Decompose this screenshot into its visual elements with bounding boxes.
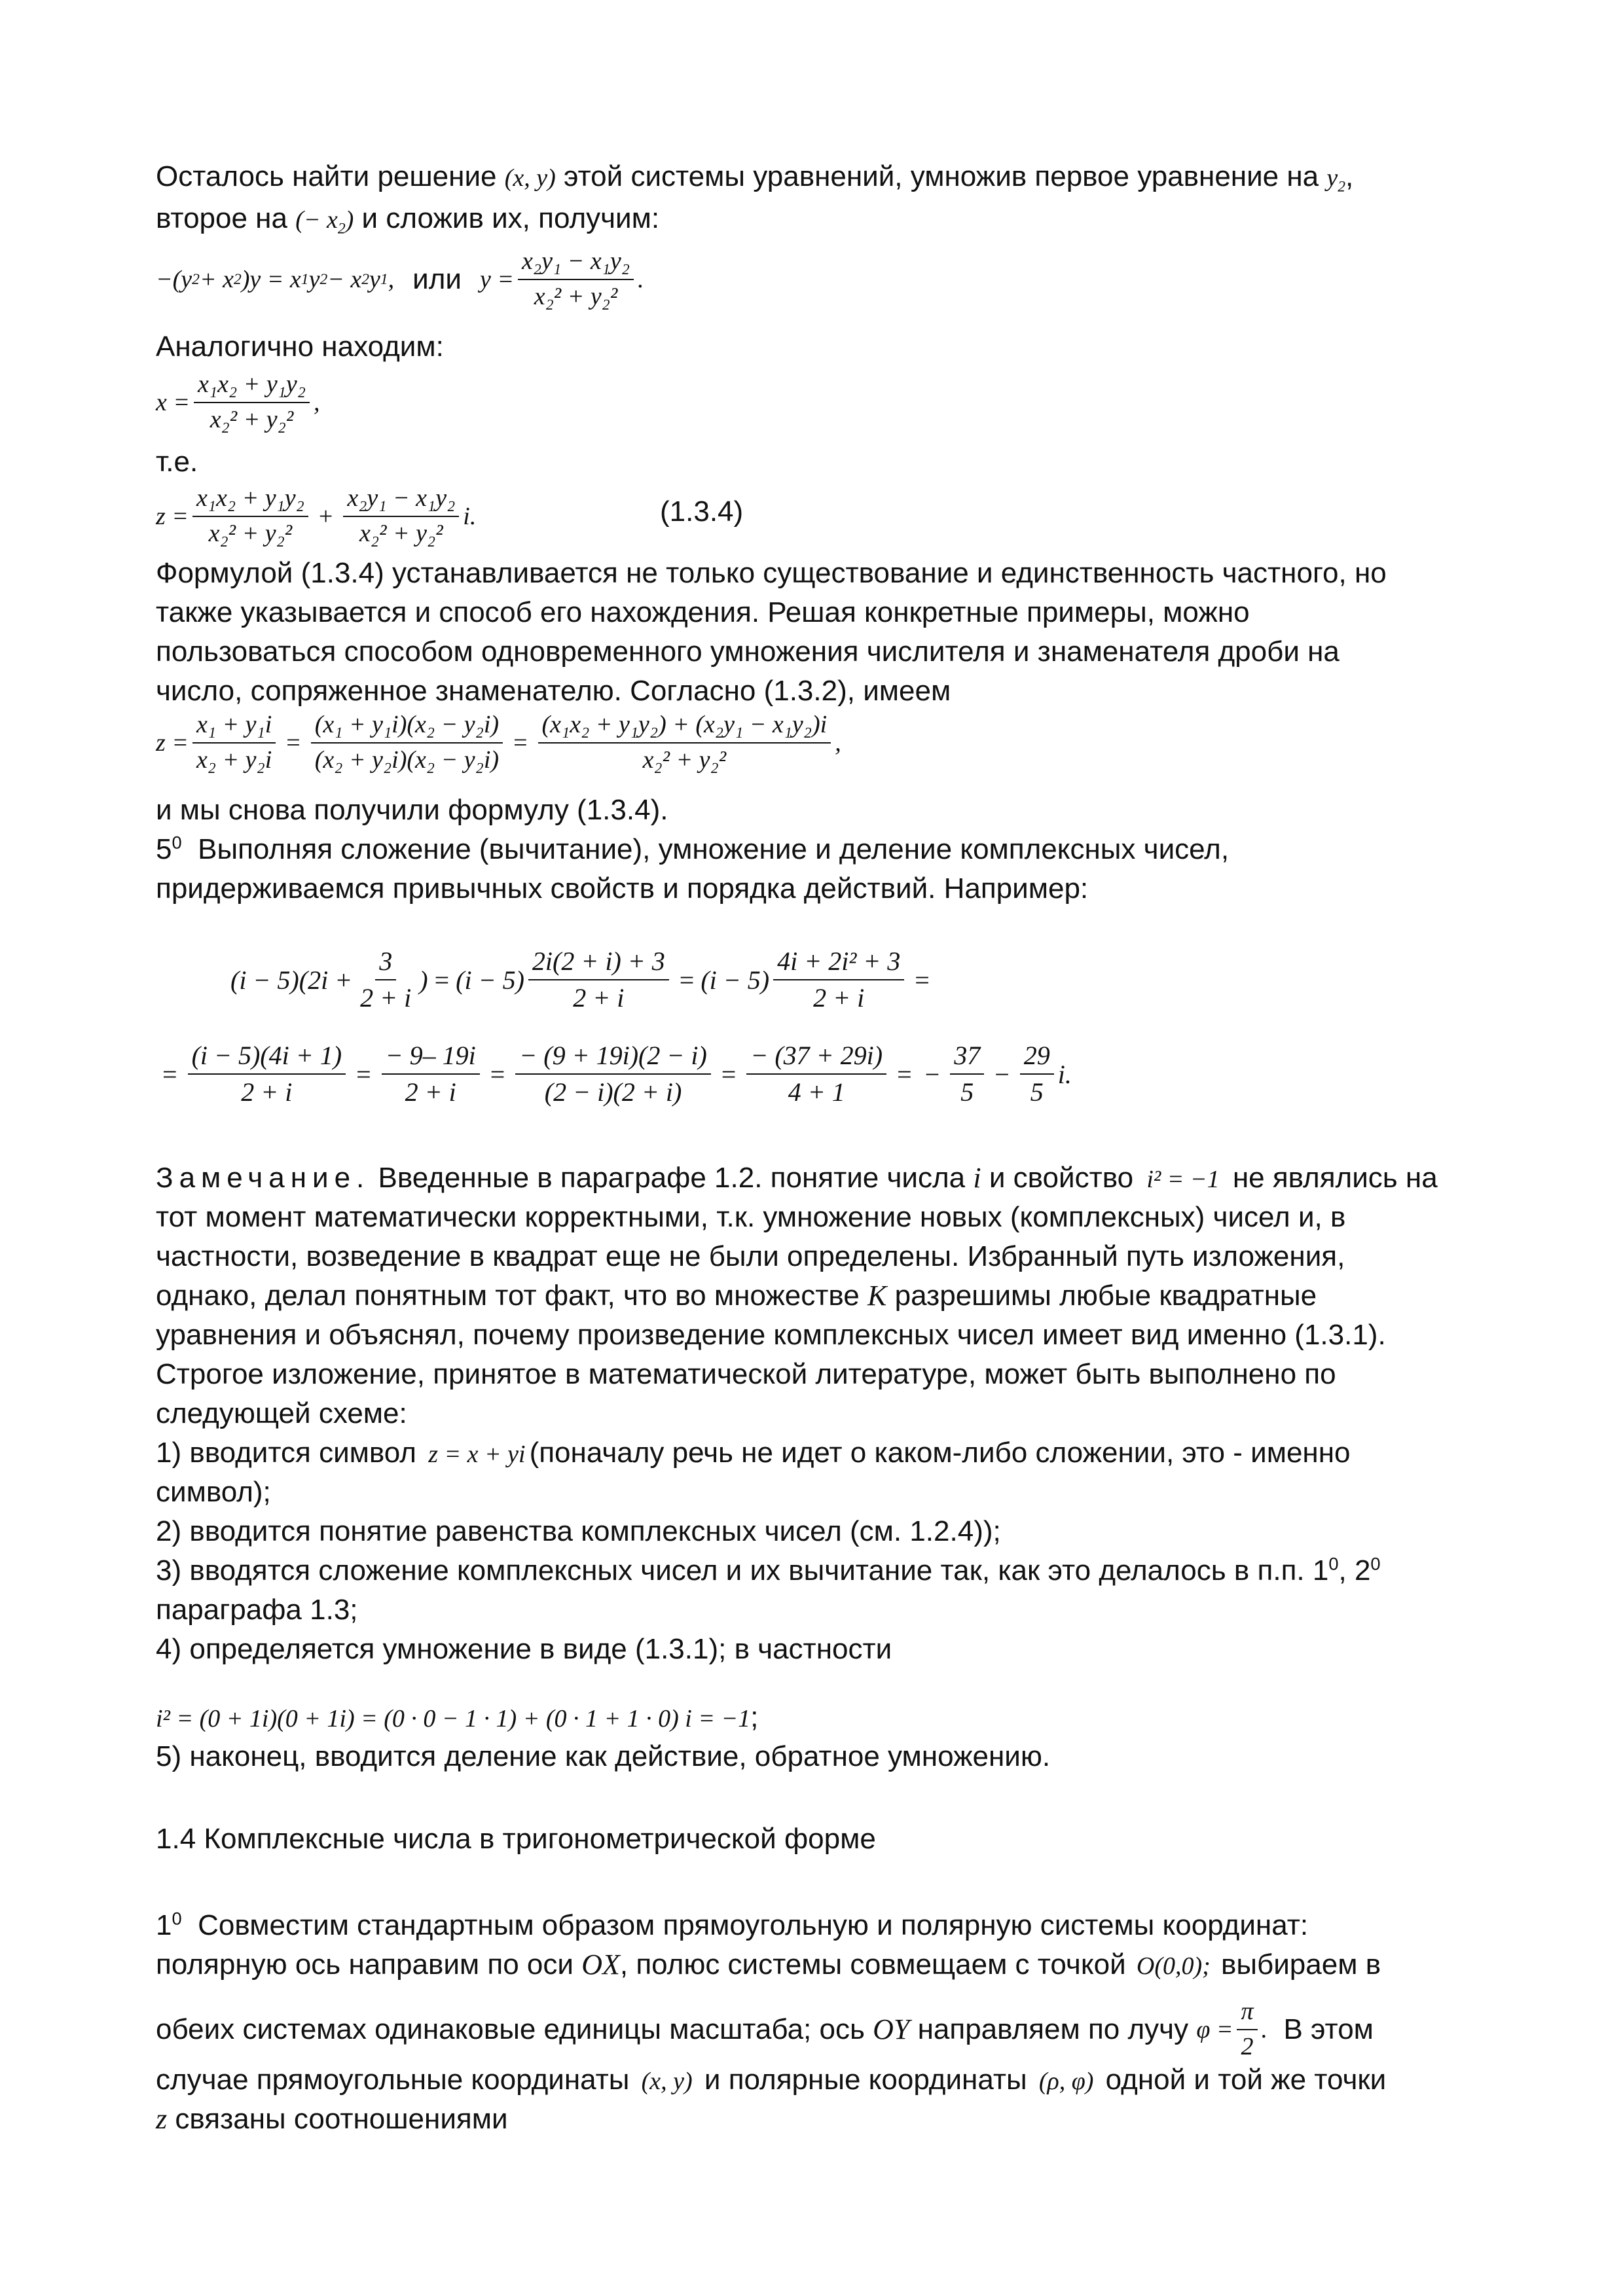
math-y2: $y_2$ [1326,164,1346,196]
fraction: $\frac{\text{x₁ + y₁i}}{\text{x₂ + y₂i}}$ [192,711,276,774]
fraction: $\frac{- 9- 19i}{2 + i}$ [382,1041,480,1107]
text-line: $5^0$ Выполняя сложение (вычитание), умножение и деление комплексных чисел, [156,832,1230,865]
text-line: пользоваться способом одновременного умножения числителя и знаменателя дроби на [156,636,1340,668]
text-line: Строгое изложение, принятое в математической литературе, может быть выполнено по [156,1358,1336,1390]
equation-division: z = $\frac{\text{x₁ + y₁i}}{\text{x₂ + y₂i}}$ = $\frac{\text{(x₁ + y₁i)(x₂ − y₂i)}}{\text{(x₂ + y₂i)(x₂ − y₂i)}}$ = $\frac{\text{(x₁x₂ + y₁y₂) + (x₂y₁ − x₁y₂)i}}{\text{x₂² + y₂²}}$ , [156,711,841,774]
fraction: $\frac{2i(2 + i) + 3}{2 + i}$ [528,946,669,1013]
fraction: $\frac{29}{5}$ [1020,1041,1054,1107]
text-line: тот момент математически корректными, т.к. умножение новых (комплексных) чисел и, в [156,1201,1346,1233]
fraction: $\frac{\text{x₂y₁ − x₁y₂}}{\text{x₂² + y₂²}}$ [343,484,459,548]
section-heading: 1.4 Комплексные числа в тригонометрической форме [156,1823,876,1855]
fraction: $\frac{- (37 + 29i)}{4 + 1}$ [746,1041,886,1107]
text-line: полярную ось направим по оси OX, полюс системы совмещаем с точкой O(0,0); выбираем в [156,1948,1381,1981]
text-line: также указывается и способ его нахождения. Решая конкретные примеры, можно [156,596,1250,628]
text-line: число, сопряженное знаменателю. Согласно (1.3.2), имеем [156,675,951,707]
text-line: Замечание. Введенные в параграфе 1.2. понятие числа i и свойство i² = −1 не являлись на [156,1162,1438,1194]
list-item: 3) вводятся сложение комплексных чисел и их вычитание так, как это делалось в п.п. $1^0$, $2^0$ [156,1553,1381,1587]
text-line: Формулой (1.3.4) устанавливается не только существование и единственность частного, но [156,557,1387,589]
equation-example-2: = $\frac{(i - 5)(4i + 1)}{2 + i}$ = $\frac{- 9- 19i}{2 + i}$ = $\frac{- (9 + 19i)(2 - i)}{(2 - i)(2 + i)}$ = $\frac{- (37 + 29i)}{4 + 1}$ = − $\frac{37}{5}$ − $\frac{29}{5}$ i. [162,1041,1072,1107]
text-line: обеих системах одинаковые единицы масштаба; ось OY направляем по лучу φ = $\frac{\pi}{2}$ . В этом [156,1998,1374,2060]
fraction: $\frac{\text{x₁x₂ + y₁y₂}}{\text{x₂² + y₂²}}$ [194,370,310,434]
list-item: 4) определяется умножение в виде (1.3.1); в частности [156,1633,892,1665]
equation-y: −(y 2 + x 2 )y = x 1 y 2 − x 2 y 1 , или y = $\frac{\text{x₂y₁ − x₁y₂}}{\text{x₂² + y₂²}}$ . [156,247,644,310]
text-line: частности, возведение в квадрат еще не были определены. Избранный путь изложения, [156,1240,1345,1272]
fraction: $\frac{\text{(x₁ + y₁i)(x₂ − y₂i)}}{\text{(x₂ + y₂i)(x₂ − y₂i)}}$ [311,711,503,774]
list-item: 1) вводится символ z = x + yi (поначалу речь не идет о каком-либо сложении, это - именно [156,1437,1351,1469]
remark-label: Замечание. [156,1162,371,1194]
text: , [1345,160,1354,192]
text-line: случае прямоугольные координаты (x, y) и полярные координаты (ρ, φ) одной и той же точки [156,2064,1387,2096]
list-item: 2) вводится понятие равенства комплексных чисел (см. 1.2.4)); [156,1515,1001,1547]
list-item: 5) наконец, вводится деление как действие, обратное умножению. [156,1740,1051,1772]
text: Осталось найти решение [156,160,497,192]
math-xy: (x, y) [504,164,556,192]
text-line: и мы снова получили формулу (1.3.4). [156,794,668,826]
fraction: $\frac{\text{(x₁x₂ + y₁y₂) + (x₂y₁ − x₁y₂)i}}{\text{x₂² + y₂²}}$ [538,711,831,774]
equation-z: z = $\frac{\text{x₁x₂ + y₁y₂}}{\text{x₂² + y₂²}}$ + $\frac{\text{x₂y₁ − x₁y₂}}{\text{x₂² + y₂²}}$ i. [156,484,477,547]
fraction: $\frac{3}{2 + i}$ [360,946,412,1013]
text: этой системы уравнений, умножив первое уравнение на [564,160,1319,192]
equation-x: x = $\frac{\text{x₁x₂ + y₁y₂}}{\text{x₂² + y₂²}}$ , [156,370,320,433]
fraction: $\frac{37}{5}$ [950,1041,984,1107]
fraction: $\frac{\text{x₁x₂ + y₁y₂}}{\text{x₂² + y₂²}}$ [192,484,308,548]
text-line: уравнения и объяснял, почему произведение комплексных чисел имеет вид именно (1.3.1). [156,1319,1386,1351]
text-line: Аналогично находим: [156,331,444,363]
math-minus-x2: (− $x_2$) [295,206,354,238]
equation-example-1: (i − 5)(2i + $\frac{3}{2 + i}$ ) = (i − 5) $\frac{2i(2 + i) + 3}{2 + i}$ = (i − 5) $\frac{\text{4i + 2i² + 3}}{2 + i}$ = [230,946,930,1013]
text: второе на [156,202,287,234]
fraction: $\frac{(i - 5)(4i + 1)}{2 + i}$ [188,1041,346,1107]
text: и сложив их, получим: [361,202,660,234]
text-line: т.е. [156,446,198,478]
fraction: $\frac{- (9 + 19i)(2 - i)}{(2 - i)(2 + i)}$ [515,1041,710,1107]
text-line: z связаны соотношениями [156,2103,508,2135]
fraction: $\frac{\pi}{2}$ [1237,1998,1257,2061]
list-item: параграфа 1.3; [156,1594,358,1626]
fraction: $\frac{\text{x₂y₁ − x₁y₂}}{\text{x₂² + y₂²}}$ [518,247,634,311]
list-item: символ); [156,1476,271,1508]
text-line: следующей схеме: [156,1397,407,1429]
fraction: $\frac{\text{4i + 2i² + 3}}{2 + i}$ [773,946,904,1013]
text-line [156,157,1353,198]
text-line: придерживаемся привычных свойств и порядка действий. Например: [156,872,1089,905]
text-line [156,199,659,240]
equation-i-squared: i² = (0 + 1i)(0 + 1i) = (0 · 0 − 1 · 1) + (0 · 1 + 1 · 0) i = −1; [156,1701,759,1733]
text: или [412,262,462,295]
text-line: $1^0$ Совместим стандартным образом прямоугольную и полярную системы координат: [156,1908,1309,1941]
text-line: однако, делал понятным тот факт, что во множестве K разрешимы любые квадратные [156,1280,1317,1312]
equation-number: (1.3.4) [660,495,744,528]
